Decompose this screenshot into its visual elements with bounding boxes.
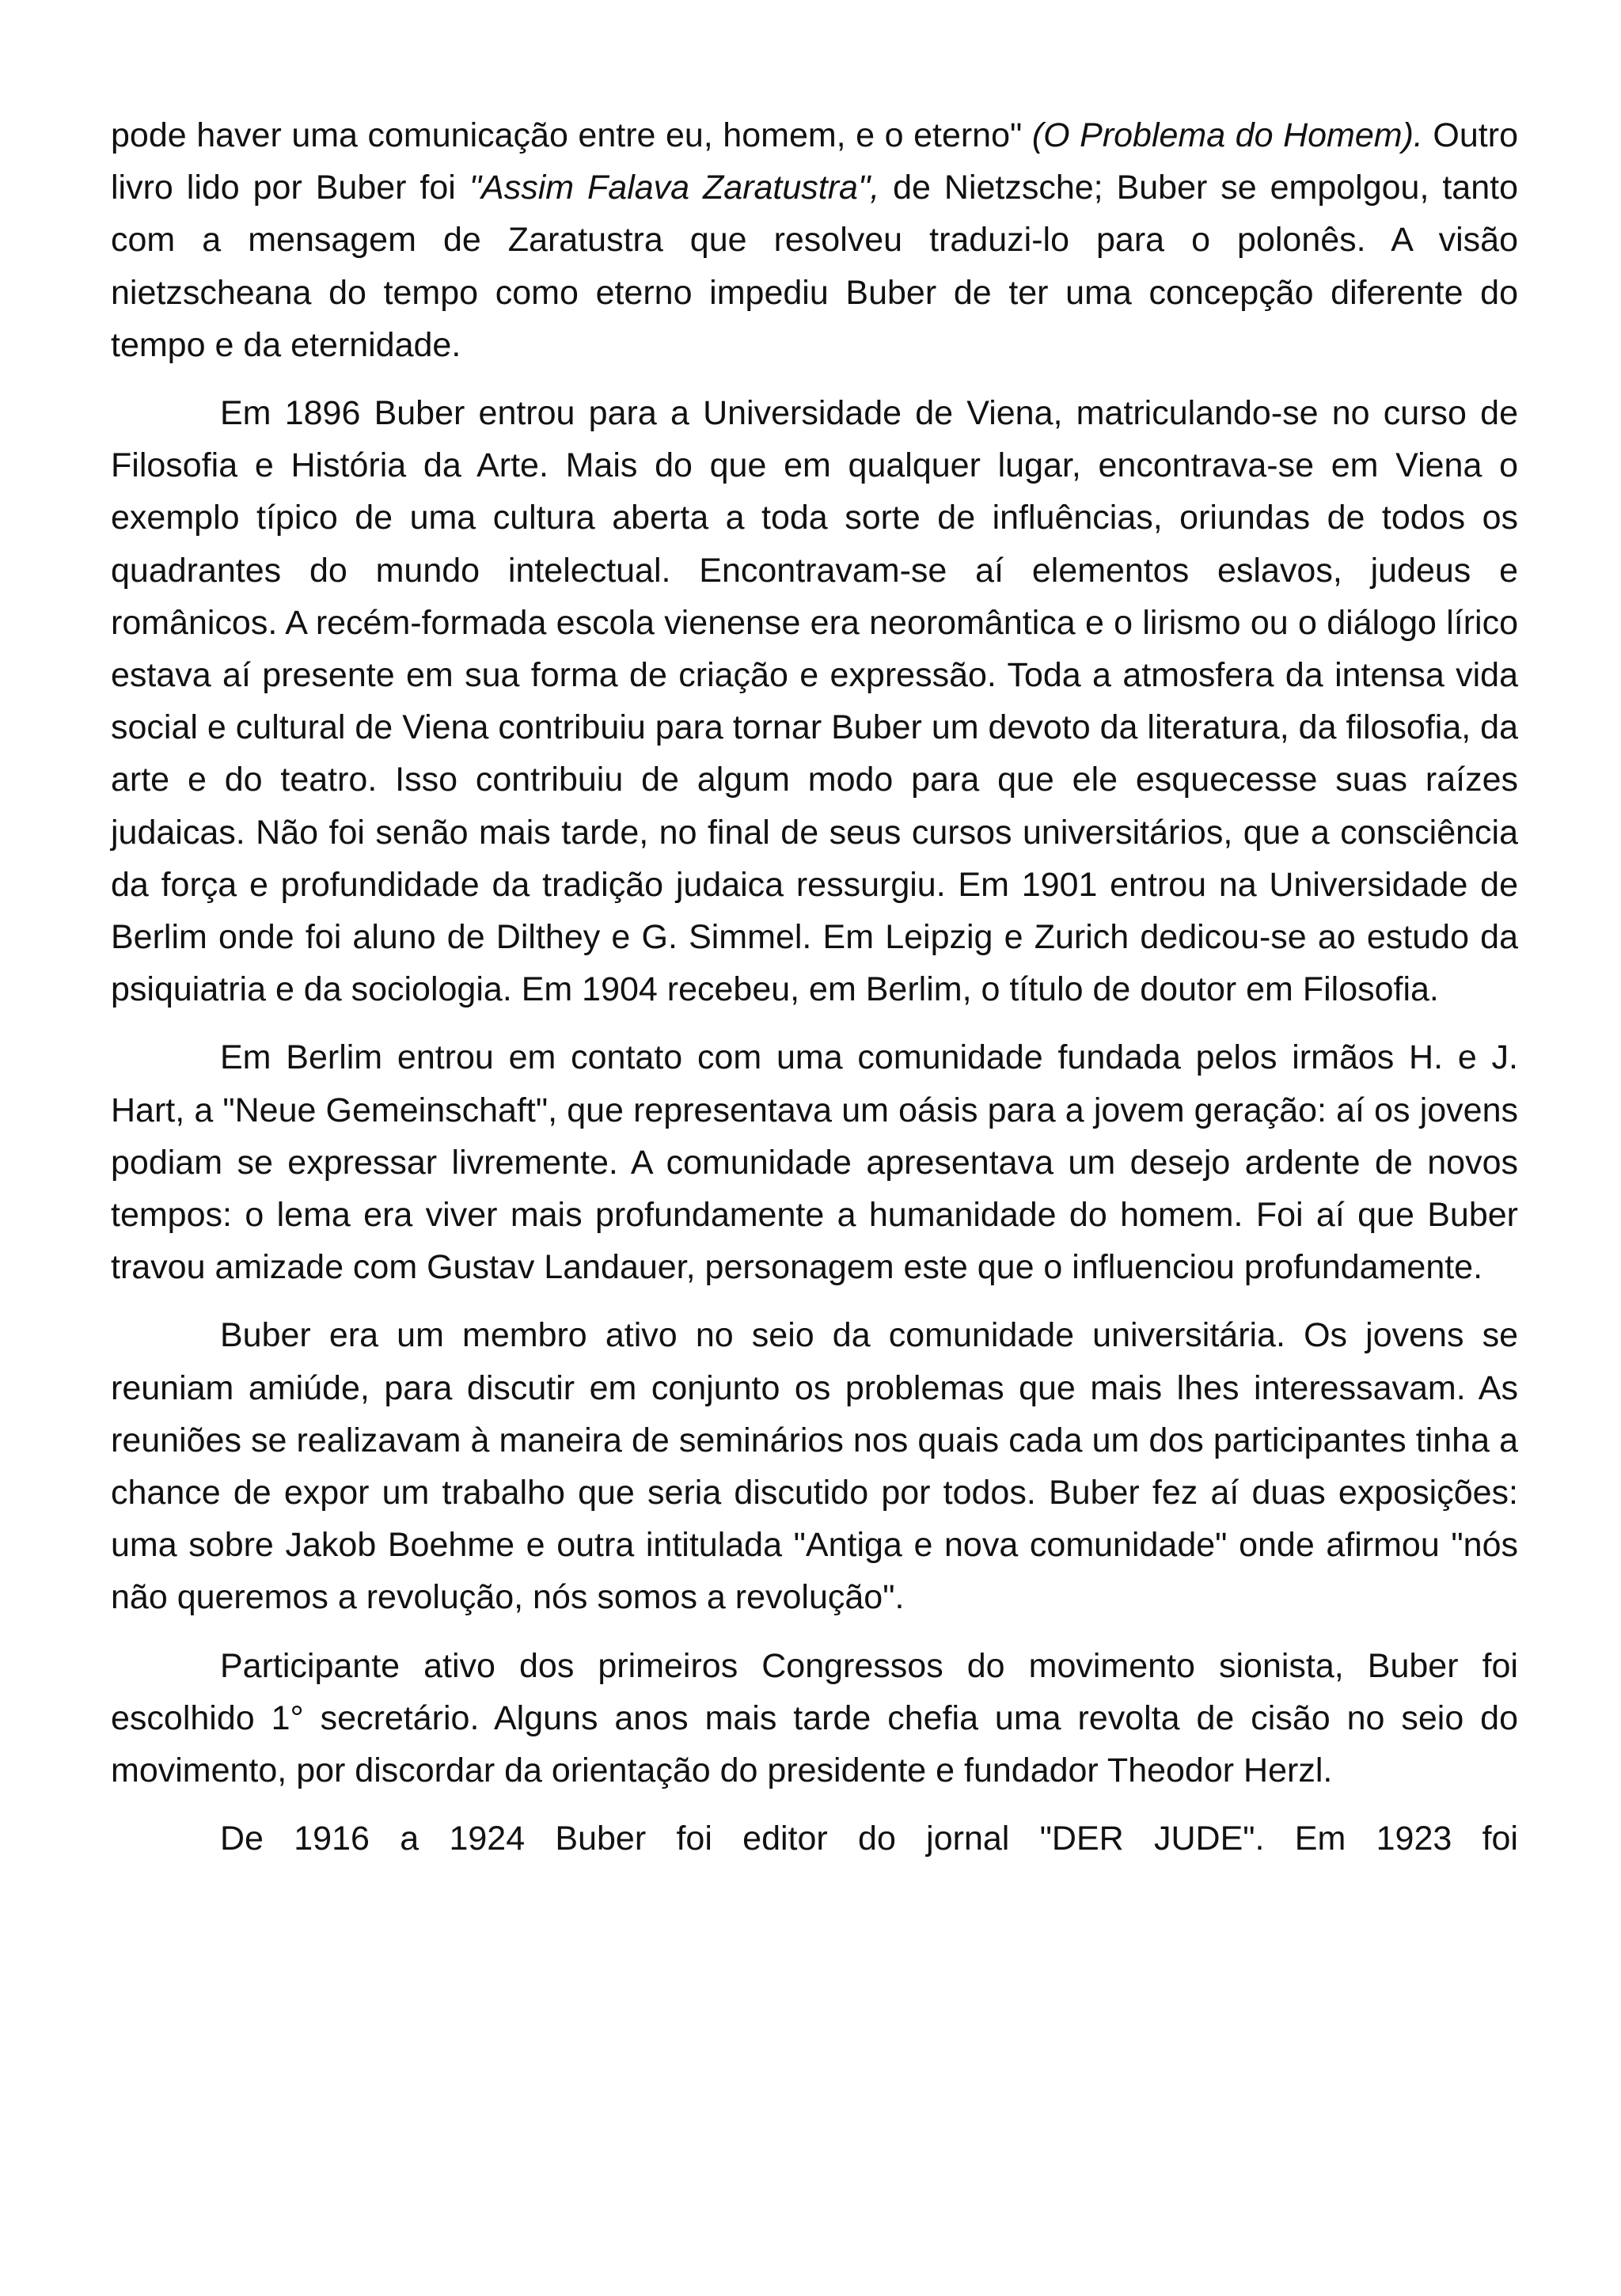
- paragraph-5-text: Participante ativo dos primeiros Congressos do movimento sionista, Buber foi escolhido 1° secretário. Alguns anos mais tarde chefia uma revolta de cisão no seio do movimento, por discordar da orientação do presidente e fundador Theodor Herzl.: [111, 1646, 1518, 1790]
- paragraph-3-text: Em Berlim entrou em contato com uma comunidade fundada pelos irmãos H. e J. Hart, a "Neue Gemeinschaft", que representava um oásis para a jovem geração: aí os jovens podiam se expressar livremente. A comunidade apresentava um desejo ardente de novos tempos: o lema era viver mais profundamente a humanidade do homem. Foi aí que Buber travou amizade com Gustav Landauer, personagem este que o influenciou profundamente.: [111, 1038, 1518, 1287]
- paragraph-1: [111, 109, 1518, 371]
- paragraph-5: [111, 1640, 1518, 1797]
- paragraph-1-text: Outro livro lido por Buber foi: [111, 116, 1518, 207]
- paragraph-4: [111, 1309, 1518, 1623]
- book-title-o-problema-do-homem: (O Problema do Homem).: [1031, 116, 1423, 154]
- paragraph-6: [111, 1812, 1518, 1865]
- paragraph-4-text: Buber era um membro ativo no seio da comunidade universitária. Os jovens se reuniam amiúde, para discutir em conjunto os problemas que mais lhes interessavam. As reuniões se realizavam à maneira de seminários nos quais cada um dos participantes tinha a chance de expor um trabalho que seria discutido por todos. Buber fez aí duas exposições: uma sobre Jakob Boehme e outra intitulada "Antiga e nova comunidade" onde afirmou "nós não queremos a revolução, nós somos a revolução".: [111, 1316, 1518, 1617]
- paragraph-1-text: de Nietzsche; Buber se empolgou, tanto com a mensagem de Zaratustra que resolveu traduzi-lo para o polonês. A visão nietzscheana do tempo como eterno impediu Buber de ter uma concepção diferente do tempo e da eternidade.: [111, 169, 1518, 364]
- paragraph-2: [111, 387, 1518, 1015]
- body-text: [111, 109, 1518, 1865]
- paragraph-6-text: De 1916 a 1924 Buber foi editor do jornal "DER JUDE". Em 1923 foi: [220, 1820, 1518, 1858]
- book-title-assim-falava-zaratustra: "Assim Falava Zaratustra",: [469, 169, 880, 207]
- paragraph-3: [111, 1031, 1518, 1293]
- paragraph-1-text: pode haver uma comunicação entre eu, homem, e o eterno": [111, 116, 1032, 154]
- paragraph-2-text: Em 1896 Buber entrou para a Universidade de Viena, matriculando-se no curso de Filosofia e História da Arte. Mais do que em qualquer lugar, encontrava-se em Viena o exemplo típico de uma cultura aberta a toda sorte de influências, oriundas de todos os quadrantes do mundo intelectual. Encontravam-se aí elementos eslavos, judeus e românicos. A recém-formada escola vienense era neoromântica e o lirismo ou o diálogo lírico estava aí presente em sua forma de criação e expressão. Toda a atmosfera da intensa vida social e cultural de Viena contribuiu para tornar Buber um devoto da literatura, da filosofia, da arte e do teatro. Isso contribuiu de algum modo para que ele esquecesse suas raízes judaicas. Não foi senão mais tarde, no final de seus cursos universitários, que a consciência da força e profundidade da tradição judaica ressurgiu. Em 1901 entrou na Universidade de Berlim onde foi aluno de Dilthey e G. Simmel. Em Leipzig e Zurich dedicou-se ao estudo da psiquiatria e da sociologia. Em 1904 recebeu, em Berlim, o título de doutor em Filosofia.: [111, 394, 1518, 1009]
